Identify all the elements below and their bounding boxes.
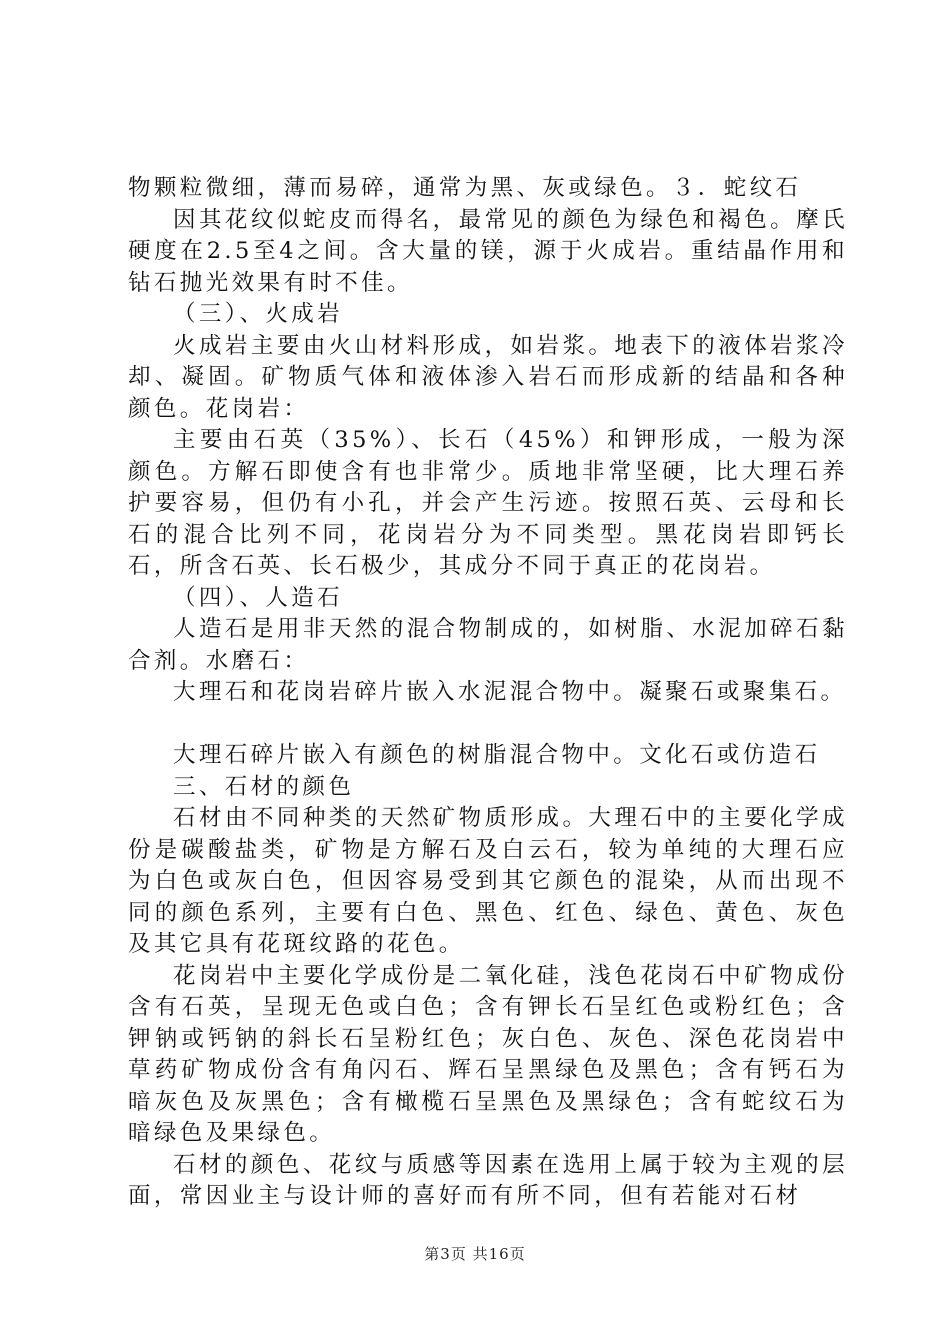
section-heading-artificial: （四）、人造石 — [173, 584, 344, 611]
page-footer: 第3页 共16页 — [424, 1245, 526, 1263]
section-heading-igneous: （三）、火成岩 — [173, 301, 344, 327]
paragraph-5: 人造石是用非天然的混合物制成的，如树脂、水泥加碎石黏合剂。水磨石： — [128, 616, 848, 674]
body-text — [128, 173, 848, 1213]
paragraph-9: 花岗岩中主要化学成份是二氧化硅，浅色花岗石中矿物成份含有石英，呈现无色或白色；含有钾长石呈红色或粉红色；含钾钠或钙钠的斜长石呈粉红色；灰白色、灰色、深色花岗岩中草药矿物成份含有角闪石、辉石呈黑绿色及黑色；含有钙石为暗灰色及灰黑色；含有橄榄石呈黑色及黑绿色；含有蛇纹石为暗绿色及果绿色。 — [128, 962, 848, 1146]
paragraph-1: 物颗粒微细，薄而易碎，通常为黑、灰或绿色。３．蛇纹石 — [128, 175, 802, 201]
paragraph-3: 火成岩主要由火山材料形成，如岩浆。地表下的液体岩浆冷却、凝固。矿物质气体和液体渗入岩石而形成新的结晶和各种颜色。花岗岩： — [128, 332, 848, 422]
blank-line — [128, 709, 848, 741]
paragraph-10: 石材的颜色、花纹与质感等因素在选用上属于较为主观的层面，常因业主与设计师的喜好而有所不同，但有若能对石材 — [128, 1151, 848, 1209]
section-heading-color: 三、石材的颜色 — [173, 773, 355, 800]
paragraph-7: 大理石碎片嵌入有颜色的树脂混合物中。文化石或仿造石 — [173, 742, 821, 768]
paragraph-8: 石材由不同种类的天然矿物质形成。大理石中的主要化学成份是碳酸盐类，矿物是方解石及白云石，较为单纯的大理石应为白色或灰白色，但因容易受到其它颜色的混染，从而出现不同的颜色系列，主要有白色、黑色、红色、绿色、黄色、灰色及其它具有花斑纹路的花色。 — [128, 805, 848, 957]
paragraph-2: 因其花纹似蛇皮而得名，最常见的颜色为绿色和褐色。摩氏硬度在2.5至4之间。含大量的镁，源于火成岩。重结晶作用和钻石抛光效果有时不佳。 — [128, 206, 848, 296]
paragraph-4: 主要由石英（35%）、长石（45%）和钾形成，一般为深颜色。方解石即使含有也非常少。质地非常坚硬，比大理石养护要容易，但仍有小孔，并会产生污迹。按照石英、云母和长石的混合比列不同，花岗岩分为不同类型。黑花岗岩即钙长石，所含石英、长石极少，其成分不同于真正的花岗岩。 — [128, 427, 848, 579]
paragraph-6: 大理石和花岗岩碎片嵌入水泥混合物中。凝聚石或聚集石。 — [173, 679, 847, 705]
